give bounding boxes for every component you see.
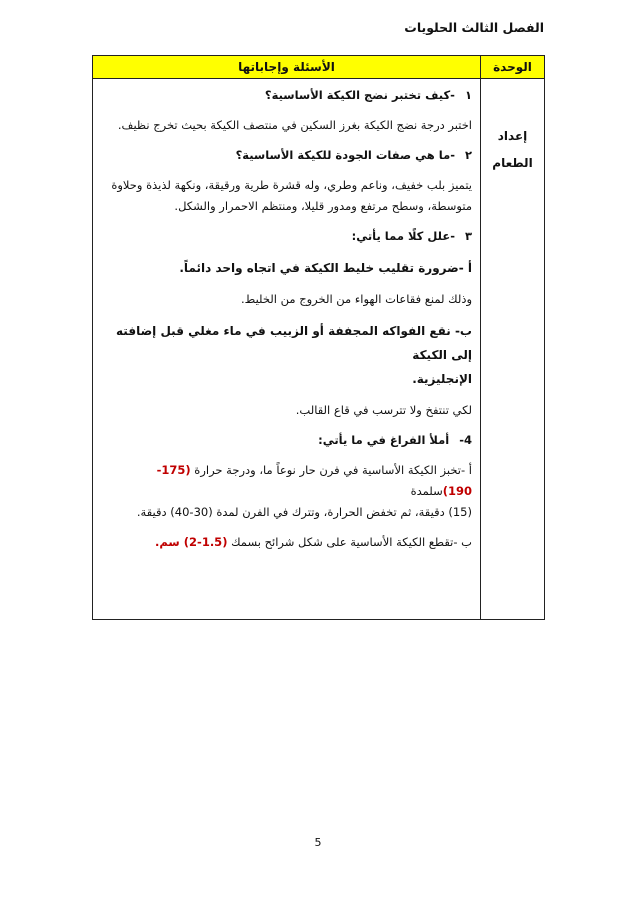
question-3-part-b-line-2: الإنجليزية.: [412, 372, 472, 386]
chapter-title: الفصل الثالث الحلويات: [404, 20, 544, 35]
question-4-part-a-line-2: (15) دقيقة، ثم تخفض الحرارة، وتترك في الفرن لمدة (30-40) دقيقة.: [136, 505, 472, 519]
question-4-part-a-text: أ -تخبز الكيكة الأساسية في فرن حار نوعاً ما، ودرجة حرارة: [194, 463, 472, 477]
question-1-text: -كيف تختبر نضج الكيكة الأساسية؟: [264, 88, 455, 102]
qa-table: [92, 55, 545, 620]
question-3-number: ٣: [464, 229, 472, 243]
table-header-row: [93, 56, 545, 79]
question-3-part-a: أ -ضرورة تقليب خليط الكيكة في اتجاه واحد دائماً.: [179, 261, 472, 275]
qa-column-header: الأسئلة وإجاباتها: [93, 56, 481, 79]
answer-3-part-b: لكي تنتفخ ولا تترسب في قاع القالب.: [295, 403, 472, 417]
qa-content-cell: [93, 79, 481, 620]
question-2: [101, 145, 472, 166]
question-4-number: 4-: [459, 433, 472, 447]
question-4-part-a-line-1: [101, 460, 472, 502]
question-2-text: -ما هي صفات الجودة للكيكة الأساسية؟: [235, 148, 455, 162]
question-2-number: ٢: [464, 148, 472, 162]
question-4-text: أملأ الفراغ في ما يأتي:: [318, 433, 450, 447]
page-number: 5: [314, 836, 322, 849]
thickness-range: (1.5-2) سم.: [155, 535, 228, 549]
unit-cell: [481, 79, 545, 620]
answer-2-line-2: متوسطة، وسطح مرتفع ومدور قليلا، ومنتظم الاحمرار والشكل.: [174, 199, 472, 213]
answer-2-line-1: يتميز بلب خفيف، وناعم وطري، وله قشرة طرية ورقيقة، ونكهة لذيذة وحلاوة: [111, 178, 472, 192]
question-3-text: -علل كلًا مما يأتي:: [351, 229, 455, 243]
answer-1: اختبر درجة نضج الكيكة بغرز السكين في منتصف الكيكة بحيث تخرج نظيف.: [117, 118, 472, 132]
question-3-part-b-line-1: ب- نقع الفواكه المجففة أو الزبيب في ماء مغلي قبل إضافته إلى الكيكة: [116, 324, 472, 362]
question-4-part-b: [101, 532, 472, 553]
question-4-part-a-tail: سلمدة: [410, 484, 443, 498]
answer-3-part-a: وذلك لمنع فقاعات الهواء من الخروج من الخليط.: [241, 292, 472, 306]
question-3: [101, 226, 472, 247]
question-1: [101, 85, 472, 106]
unit-line-2: الطعام: [492, 156, 533, 170]
question-4: [101, 430, 472, 451]
table-row: [93, 79, 545, 620]
temperature-range: (175-190): [156, 463, 472, 498]
unit-line-1: إعداد: [497, 129, 528, 143]
question-4-part-b-text: ب -تقطع الكيكة الأساسية على شكل شرائح بسمك: [231, 535, 472, 549]
question-1-number: ١: [464, 88, 472, 102]
unit-column-header: الوحدة: [481, 56, 545, 79]
